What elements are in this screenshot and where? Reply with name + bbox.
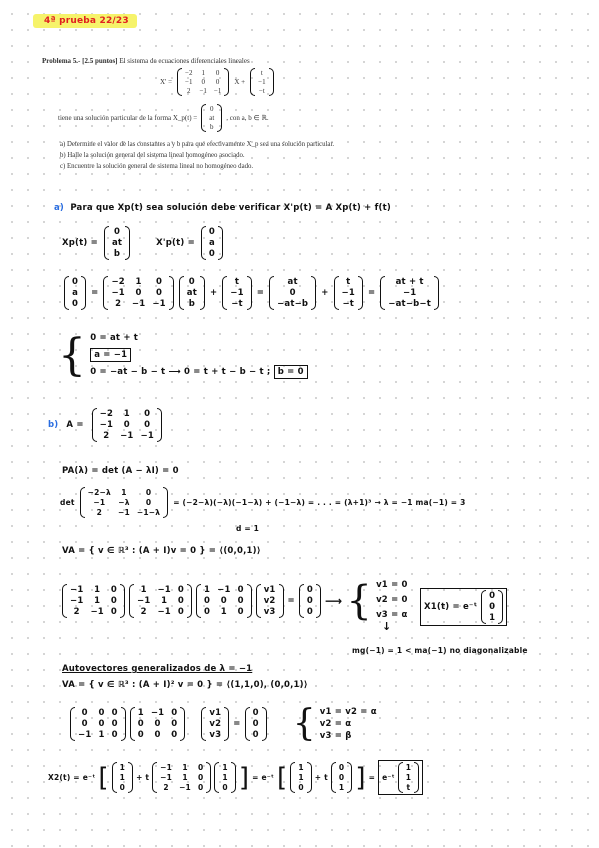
matrix-cell: −1 <box>185 78 193 86</box>
matrix-cell: 0 <box>252 730 259 740</box>
matrix-cell: −1 <box>152 299 166 309</box>
matrix-cell: 0 <box>177 584 184 595</box>
x2-vector-a <box>295 762 306 793</box>
matrix-cell: 0 <box>204 606 211 617</box>
matrix-cell: 0 <box>306 606 313 617</box>
matrix-cell: 0 <box>208 249 216 259</box>
matrix-cell: −1−λ <box>136 508 161 517</box>
matrix-cell: 0 <box>72 299 79 309</box>
det-label: det <box>60 498 75 507</box>
sq-matrix-1 <box>75 707 121 741</box>
matrix-cell: 0 <box>155 277 163 287</box>
matrix-cell: −1 <box>99 420 114 430</box>
x2-plus-t-2: + t <box>314 773 328 782</box>
matrix-cell: −1 <box>179 783 191 792</box>
part-a-label: a) <box>54 203 65 213</box>
forcing-vector <box>255 68 268 96</box>
matrix-cell: 2 <box>115 299 122 309</box>
matrix-cell: −1 <box>199 87 207 95</box>
matrix-cell: 1 <box>338 783 345 792</box>
x2-equals: = <box>368 773 376 782</box>
matrix-cell: −2 <box>185 69 193 77</box>
matrix-cell: 0 <box>197 773 204 782</box>
matrix-cell: 0 <box>110 584 117 595</box>
x2-mid: = e⁻ᵗ <box>252 773 275 782</box>
d-note: d = 1 <box>236 524 260 533</box>
solution-lines-2 <box>320 706 377 742</box>
x2-vector-b <box>336 762 347 793</box>
matrix-cell: 1 <box>222 763 228 772</box>
exam-tag: 4ª prueba 22/23 <box>44 16 129 26</box>
matrix-cell: 1 <box>182 763 188 772</box>
zero-vector-2 <box>250 707 262 741</box>
x2-final-box <box>378 760 423 795</box>
matrix-cell: 0 <box>171 719 178 729</box>
matrix-cell: 0 <box>135 288 142 298</box>
xp-vector <box>109 226 125 260</box>
system-equation <box>160 68 274 96</box>
matrix-cell: −1 <box>70 595 84 606</box>
matrix-cell: v2 <box>209 719 222 729</box>
matrix-cell: 0 <box>489 602 496 612</box>
matrix-cell: −1 <box>137 595 151 606</box>
matrix-cell: −1 <box>230 288 244 298</box>
problem-title: Problema 5.- [2.5 puntos] <box>42 57 118 65</box>
particular-text: tiene una solución particular de la forma X_p(t) = <box>58 114 198 122</box>
matrix-cell: at + t <box>395 277 424 287</box>
solution-line: v1 = v2 = α <box>319 707 377 717</box>
matrix-cell: 2 <box>73 606 80 617</box>
sys-line-1: 0 = at + t <box>90 333 139 343</box>
item-b: b) Halle la solución general del sistema lineal homogéneo asociado. <box>60 152 245 159</box>
matrix-cell: b <box>210 123 214 131</box>
matrix-cell: 0 <box>119 783 126 792</box>
matrix-cell: 2 <box>103 431 110 441</box>
matrix-cell: −1 <box>70 584 84 595</box>
matrix-cell: 0 <box>237 606 244 617</box>
matrix-cell: −1 <box>131 299 146 309</box>
a-label: A = <box>66 420 84 430</box>
matrix-cell: 0 <box>201 78 205 86</box>
matrix-cell: t <box>234 277 240 287</box>
matrix-cell: −1 <box>160 773 173 782</box>
matrix-cell: 0 <box>81 719 88 729</box>
matrix-cell: 0 <box>137 719 144 729</box>
generalized-space: VA = { v ∈ ℝ³ : (A + I)² v = 0 } = ⟨(1,1,0), (0,0,1)⟩ <box>62 680 308 690</box>
matrix-cell: 0 <box>222 783 228 792</box>
part-a-text: Para que Xp(t) sea solución debe verificar X'p(t) = A Xp(t) + f(t) <box>70 203 391 213</box>
x2-matrix <box>157 762 206 793</box>
matrix-cell: 0 <box>137 730 144 740</box>
matrix-cell: −1 <box>160 763 173 772</box>
eq-lhs-vector <box>69 276 81 310</box>
matrix-cell: t <box>260 69 263 77</box>
solution-lines <box>376 578 408 623</box>
solution-line: v2 = α <box>319 719 352 729</box>
matrix-cell: 0 <box>171 730 178 740</box>
matrix-cell: −1 <box>78 730 92 740</box>
zero-vector <box>304 584 316 618</box>
matrix-cell: 0 <box>289 288 296 298</box>
matrix-cell: v2 <box>263 595 276 606</box>
matrix-cell: 1 <box>405 763 412 772</box>
matrix-cell: 1 <box>298 773 304 782</box>
matrix-cell: a <box>72 288 79 298</box>
matrix-cell: −1 <box>341 288 355 298</box>
sys-matrix-2 <box>134 584 187 618</box>
matrix-cell: 0 <box>145 488 152 497</box>
matrix-cell: 0 <box>204 595 211 606</box>
matrix-cell: at <box>111 238 123 248</box>
matrix-cell: 0 <box>220 595 227 606</box>
determinant-line <box>60 487 466 518</box>
part-a-statement <box>54 203 391 213</box>
matrix-cell: 0 <box>215 78 220 86</box>
matrix-cell: 2 <box>96 508 103 517</box>
v2-vector <box>206 707 224 741</box>
matrix-cell: 0 <box>197 763 204 772</box>
matrix-cell: 1 <box>123 409 130 419</box>
sq-matrix-2 <box>135 707 181 741</box>
matrix-cell: 1 <box>119 773 126 782</box>
x2-solution: X2(t) = e⁻ᵗ [ 1 1 0 + t −1 1 0 −1 1 0 2 −1 0 1 1 0 ] = e⁻ᵗ [ 1 1 0 + t 0 0 1 ] = e⁻ᵗ 1 1 t <box>48 760 423 795</box>
matrix-cell: −1 <box>213 87 222 95</box>
matrix-cell: b <box>113 249 121 259</box>
item-a: a) Determine el valor de las constantes a y b para que efectivamente X_p sea una solución particular. <box>60 141 335 148</box>
matrix-cell: 0 <box>306 595 313 606</box>
x2-vector-2 <box>219 762 230 793</box>
particular-form <box>58 104 269 132</box>
matrix-cell: 1 <box>98 730 105 740</box>
sys-matrix-3 <box>201 584 247 618</box>
matrix-cell: 0 <box>155 288 163 298</box>
matrix-cell: 0 <box>72 277 79 287</box>
matrix-cell: at <box>287 277 298 287</box>
matrix-cell: 0 <box>154 730 161 740</box>
matrix-cell: 0 <box>144 420 151 430</box>
matrix-cell: t <box>346 277 351 287</box>
x1-solution-box <box>420 588 507 626</box>
matrix-cell: 1 <box>135 277 142 287</box>
solution-line: v3 = α <box>376 610 408 620</box>
particular-condition: , con a, b ∈ ℝ. <box>226 114 269 122</box>
matrix-cell: −1 <box>117 508 130 517</box>
x1-vector <box>486 590 498 624</box>
matrix-cell: 0 <box>177 606 184 617</box>
sys-line-2: a = −1 <box>90 348 131 362</box>
x2-plus-t: + t <box>136 773 150 782</box>
eq-result-vector <box>385 276 434 310</box>
x2-final-exp: e⁻ᵗ <box>382 773 395 782</box>
matrix-cell: 0 <box>237 584 244 595</box>
matrix-cell: 0 <box>110 606 117 617</box>
equation-lhs: X' = <box>160 78 173 86</box>
matrix-cell: 1 <box>119 763 126 772</box>
matrix-cell: 0 <box>338 773 345 782</box>
matrix-cell: 0 <box>252 708 259 718</box>
substitution-equation: 0 a 0 = −2 1 0 −1 0 0 2 −1 −1 0 at b + t −1 −t = at 0 −at−b + t −1 −t = at + t −1 −at−b−t <box>64 276 439 310</box>
matrix-cell: 0 <box>252 719 259 729</box>
matrix-cell: 0 <box>306 584 313 595</box>
solution-line: v3 = β <box>319 731 352 741</box>
matrix-cell: 0 <box>154 719 161 729</box>
matrix-cell: 2 <box>186 87 191 95</box>
matrix-cell: 0 <box>177 595 184 606</box>
matrix-cell: −1 <box>157 584 171 595</box>
problem-intro: El sistema de ecuaciones diferenciales lineales <box>119 57 250 65</box>
matrix-cell: −at−b−t <box>388 299 432 309</box>
multiplicity-note: mg(−1) = 1 < ma(−1) no diagonalizable <box>352 646 528 655</box>
matrix-cell: 0 <box>110 595 117 606</box>
v-vector <box>261 584 279 618</box>
matrix-cell: v3 <box>209 730 222 740</box>
matrix-cell: v3 <box>263 606 276 617</box>
matrix-cell: 1 <box>204 584 211 595</box>
matrix-cell: −1 <box>140 431 154 441</box>
matrix-cell: −2 <box>111 277 125 287</box>
matrix-cell: −λ <box>118 498 130 507</box>
matrix-cell: 0 <box>298 783 304 792</box>
eigen-system: −1 1 0 −1 1 0 2 −1 0 1 −1 0 −1 1 0 2 −1 0 1 −1 0 0 0 0 0 1 0 v1 v2 v3 = 0 0 0 ⟶ { v1 = 0 v2 = 0 v3 = α <box>62 578 408 623</box>
particular-vector <box>206 104 217 132</box>
matrix-cell: 0 <box>111 708 118 718</box>
sys-matrix-1 <box>67 584 120 618</box>
matrix-cell: 0 <box>208 227 216 237</box>
matrix-cell: −2 <box>99 409 114 419</box>
x1-label: X1(t) = e⁻ᵗ <box>424 602 478 612</box>
matrix-cell: 1 <box>137 708 144 718</box>
matrix-cell: −1 <box>111 288 125 298</box>
matrix-cell: 0 <box>197 783 204 792</box>
down-arrow: ↓ <box>382 620 392 633</box>
matrix-cell: b <box>188 299 196 309</box>
matrix-cell: −t <box>231 299 243 309</box>
matrix-cell: 1 <box>220 606 227 617</box>
sys-line-3: 0 = −at − b − t ⟶ 0 = t + t − b − t ; <box>90 367 271 377</box>
char-poly: PA(λ) = det (A − λI) = 0 <box>62 466 179 476</box>
matrix-cell: 0 <box>145 498 152 507</box>
eq-f-vector <box>227 276 246 310</box>
xp-label: Xp(t) = <box>62 238 98 248</box>
solution-line: v2 = 0 <box>376 595 408 605</box>
xpd-vector <box>206 226 218 260</box>
matrix-cell: −1 <box>120 431 134 441</box>
matrix-cell: −1 <box>93 498 106 507</box>
matrix-cell: 0 <box>338 763 345 772</box>
matrix-cell: −t <box>342 299 355 309</box>
eq-f2-vector <box>339 276 358 310</box>
det-matrix <box>85 487 164 518</box>
square-system: 0 0 0 0 0 0 −1 1 0 1 −1 0 0 0 0 0 0 0 v1 v2 v3 = 0 0 0 { v1 = v2 = α v2 = α v3 = β <box>70 706 377 742</box>
matrix-cell: t <box>406 783 411 792</box>
matrix-cell: −1 <box>157 606 171 617</box>
x2-label: X2(t) = <box>48 773 80 782</box>
matrix-cell: −1 <box>402 288 417 298</box>
x2-exp: e⁻ᵗ <box>82 773 96 782</box>
x2-vector-1 <box>117 762 128 793</box>
matrix-cell: 1 <box>121 488 127 497</box>
matrix-cell: −1 <box>258 78 266 86</box>
matrix-cell: 2 <box>140 606 147 617</box>
matrix-a-b <box>48 408 162 442</box>
matrix-cell: −2−λ <box>87 488 111 497</box>
generalized-title: Autovectores generalizados de λ = −1 <box>62 664 253 674</box>
equation-system-a: { 0 = at + t a = −1 0 = −at − b − t ⟶ 0 = t + t − b − t ; b = 0 <box>58 330 308 381</box>
matrix-cell: at <box>209 114 215 122</box>
matrix-cell: 0 <box>188 277 195 287</box>
problem-items <box>60 139 334 172</box>
result-b-box: b = 0 <box>274 365 308 379</box>
matrix-cell: 0 <box>489 591 496 601</box>
matrix-cell: −at−b <box>277 299 309 309</box>
matrix-cell: 0 <box>113 227 121 237</box>
matrix-cell: 0 <box>98 708 105 718</box>
matrix-a <box>182 68 224 96</box>
xp-definitions <box>62 226 223 260</box>
matrix-cell: 1 <box>140 584 147 595</box>
eq-matrix-a <box>108 276 168 310</box>
matrix-cell: −t <box>258 87 265 95</box>
matrix-cell: 2 <box>163 783 169 792</box>
matrix-cell: 1 <box>489 613 496 623</box>
matrix-cell: 0 <box>111 719 118 729</box>
matrix-cell: 1 <box>201 69 205 77</box>
matrix-cell: 0 <box>215 69 220 77</box>
part-b-label: b) <box>48 420 59 430</box>
matrix-cell: 1 <box>182 773 188 782</box>
eq-xp-vector <box>184 276 200 310</box>
matrix-cell: 0 <box>123 420 130 430</box>
problem-statement <box>42 57 250 65</box>
matrix-cell: 1 <box>161 595 168 606</box>
matrix-cell: 1 <box>94 584 101 595</box>
x2-final-vector <box>403 762 414 793</box>
matrix-cell: v1 <box>209 708 222 718</box>
matrix-cell: 0 <box>98 719 105 729</box>
solution-line: v1 = 0 <box>376 580 408 590</box>
matrix-cell: 0 <box>210 105 214 113</box>
matrix-cell: 1 <box>94 595 101 606</box>
matrix-cell: 1 <box>405 773 412 782</box>
matrix-cell: v1 <box>263 584 276 595</box>
matrix-cell: 1 <box>222 773 228 782</box>
b-matrix-a <box>97 408 157 442</box>
matrix-cell: −1 <box>217 584 231 595</box>
xpd-label: X'p(t) = <box>156 238 195 248</box>
matrix-cell: 1 <box>298 763 304 772</box>
det-result: = (−2−λ)(−λ)(−1−λ) + (−1−λ) = . . . = (λ+1)³ → λ = −1 ma(−1) = 3 <box>173 498 466 507</box>
equation-plus: X + <box>234 78 246 86</box>
item-c: c) Encuentre la solución general de sistema lineal no homogéneo dado. <box>60 163 254 170</box>
matrix-cell: 0 <box>171 708 178 718</box>
matrix-cell: 0 <box>111 730 118 740</box>
eigenspace: VA = { v ∈ ℝ³ : (A + I)v = 0 } = ⟨(0,0,1)⟩ <box>62 546 261 556</box>
eq-product-vector <box>274 276 311 310</box>
matrix-cell: 0 <box>237 595 244 606</box>
matrix-cell: 0 <box>144 409 151 419</box>
matrix-cell: −1 <box>150 708 165 718</box>
matrix-cell: −1 <box>90 606 104 617</box>
matrix-cell: 0 <box>81 708 88 718</box>
matrix-cell: at <box>186 288 197 298</box>
matrix-cell: a <box>209 238 215 248</box>
